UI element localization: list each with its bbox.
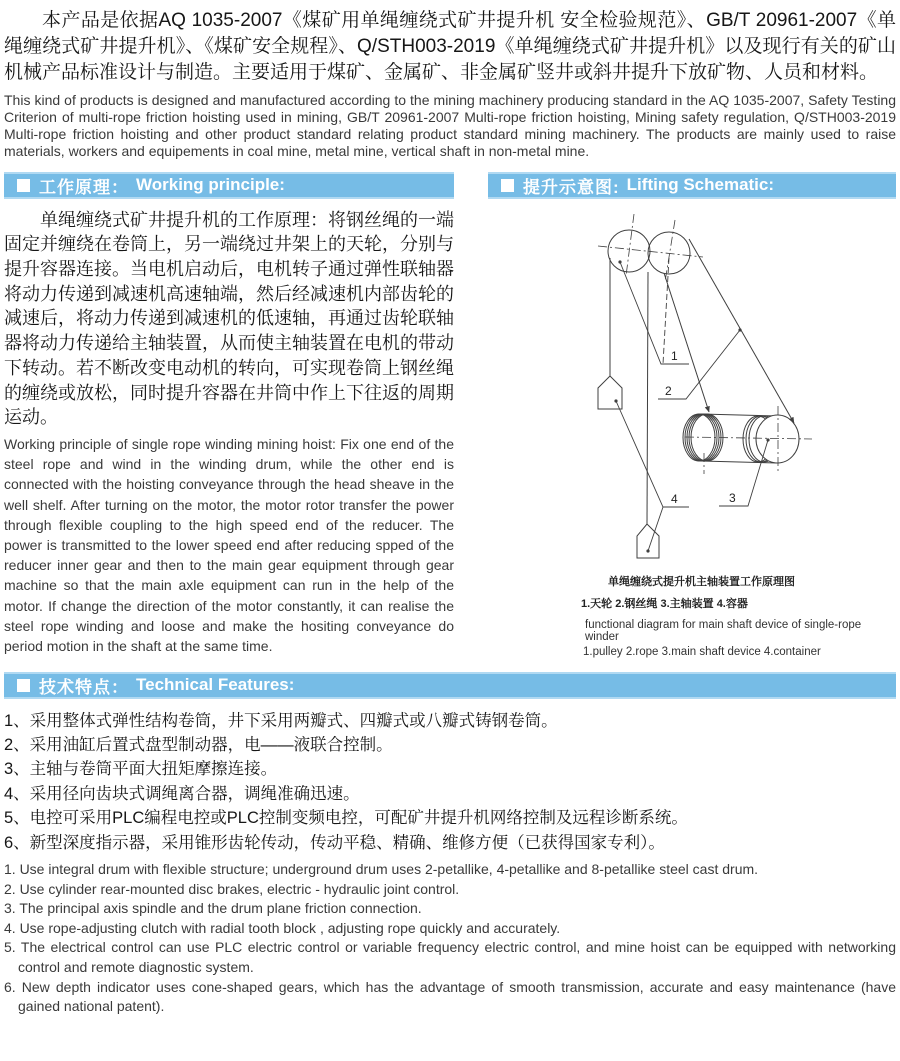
intro-paragraph-en: This kind of products is designed and manufactured according to the mining machinery producing standard in the AQ 1035-2007, Safety Testing Criterion of multi-rope friction hoisting used in mining, GB/T 20961-2007 Multi-rope friction hoisting, Mining safety regulation, Q/STH003-2019 Multi-rope friction hoisting and other product standard relating product standard mining machinery. The products are mainly used to raise materials, workers and equipements in coal mine, metal mine, vertical shaft in non-metal mine.: [4, 92, 896, 159]
section-title-zh: 工作原理：: [39, 177, 129, 197]
leader-lines: [616, 258, 768, 551]
diagram-caption-zh-title: 单绳缠绕式提升机主轴装置工作原理图: [608, 575, 795, 588]
square-bullet-icon: [501, 179, 514, 192]
lifting-schematic-column: [488, 172, 896, 658]
feature-item-zh: 6、新型深度指示器，采用锥形齿轮传动，传动平稳、精确、维修方便（已获得国家专利）。: [4, 833, 665, 852]
working-principle-en: Working principle of single rope winding mining hoist: Fix one end of the steel rope and wind in the winding drum, while the other end is connected with the hoisting conveyance through the head sheave in the well shelf. After turning on the motor, the motor rotor transfer the power through flexible coupling to the high speed end of the reducer. The power is transmitted to the lower speed end after reducing spped of the reducer inner gear and then to the main gear equipment through gear machine so that the main axle equipment can run in the help of the motor. If change the direction of the motor constantly, it can realise the steel rope winding and loose and make the hositing conveyance do period motion in the shaft at the same time.: [4, 435, 454, 654]
working-principle-zh: 单绳缠绕式矿井提升机的工作原理：将钢丝绳的一端固定并缠绕在卷筒上，另一端绕过井架上的天轮，分别与提升容器连接。当电机启动后，电机转子通过弹性联轴器将动力传递到减速机高速轴端，然后经减速机内部齿轮的减速后，将动力传递到减速机的低速轴，再通过齿轮联轴器将动力传递给主轴装置，从而使主轴装置在电机的带动下转动。若不断改变电动机的转向，可实现卷筒上钢丝绳的缠绕或放松，同时提升容器在井筒中作上下往返的周期运动。: [4, 209, 454, 428]
technical-features-list-zh: [4, 709, 896, 855]
feature-item-en: 2. Use cylinder rear-mounted disc brakes, electric - hydraulic joint control.: [4, 880, 460, 897]
diagram-caption-zh-legend: 1.天轮 2.钢丝绳 3.主轴装置 4.容器: [581, 597, 748, 610]
sheave-centerlines: [598, 214, 703, 282]
leader-dots: [614, 260, 769, 552]
diagram-label-4: 4: [671, 491, 678, 506]
feature-item-en: 3. The principal axis spindle and the drum plane friction connection.: [4, 900, 422, 917]
section-title-en: Technical Features:: [136, 675, 295, 695]
feature-item-zh: 3、主轴与卷筒平面大扭矩摩擦连接。: [4, 760, 278, 779]
section-title-en: Working principle:: [136, 175, 285, 195]
section-header-lifting-schematic: [488, 172, 896, 199]
rope-to-drum-flange: [689, 239, 794, 423]
section-header-working-principle: [4, 172, 454, 199]
diagram-label-3: 3: [729, 490, 736, 505]
square-bullet-icon: [17, 679, 30, 692]
winding-drum: [683, 414, 799, 463]
container-upper: [598, 376, 622, 409]
two-column-area: [4, 172, 896, 658]
section-title-zh: 技术特点：: [39, 677, 129, 697]
feature-item-en: 1. Use integral drum with flexible structure; underground drum uses 2-petallike, 4-petallike and 8-petallike steel cast drum.: [4, 861, 759, 878]
square-bullet-icon: [17, 179, 30, 192]
feature-item-en: 4. Use rope-adjusting clutch with radial tooth block , adjusting rope quickly and accurately.: [4, 919, 561, 936]
diagram-label-1: 1: [671, 348, 678, 363]
section-header-technical-features: [4, 672, 896, 699]
diagram-label-2: 2: [665, 383, 672, 398]
head-sheave-right: [648, 232, 690, 274]
working-principle-column: [4, 172, 454, 658]
feature-item-zh: 5、电控可采用PLC编程电控或PLC控制变频电控，可配矿井提升机网络控制及远程诊断系统。: [4, 809, 688, 828]
diagram-caption-en-title: functional diagram for main shaft device of single-rope winder: [585, 618, 862, 643]
section-title-en: Lifting Schematic:: [626, 175, 775, 195]
section-title-zh: 提升示意图:: [523, 177, 620, 197]
lifting-schematic-diagram: [488, 206, 896, 572]
diagram-caption-en-legend: 1.pulley 2.rope 3.main shaft device 4.container: [583, 645, 821, 658]
intro-paragraph-zh: 本产品是依据AQ 1035-2007《煤矿用单绳缠绕式矿井提升机 安全检验规范》、GB/T 20961-2007《单绳缠绕式矿井提升机》、《煤矿安全规程》、Q/STH003-2019《单绳缠绕式矿井提升机》以及现行有关的矿山机械产品标准设计与制造。主要适用于煤矿、金属矿、非金属矿竖井或斜井提升下放矿物、人员和材料。: [4, 10, 896, 83]
feature-item-en: 6. New depth indicator uses cone-shaped gears, which has the advantage of smooth transmission, accurate and easy maintenance (have gained national patent).: [4, 978, 896, 1015]
rope-center-vertical: [647, 272, 648, 524]
feature-item-en: 5. The electrical control can use PLC electric control or variable frequency electric control, and mine hoist can be equipped with networking control and remote diagnostic system.: [4, 939, 896, 976]
feature-item-zh: 1、采用整体式弹性结构卷筒，井下采用两瓣式、四瓣式或八瓣式铸钢卷筒。: [4, 711, 558, 730]
technical-features-list-en: [4, 860, 896, 1017]
feature-item-zh: 2、采用油缸后置式盘型制动器，电——液联合控制。: [4, 736, 393, 755]
feature-item-zh: 4、采用径向齿块式调绳离合器，调绳准确迅速。: [4, 784, 360, 803]
